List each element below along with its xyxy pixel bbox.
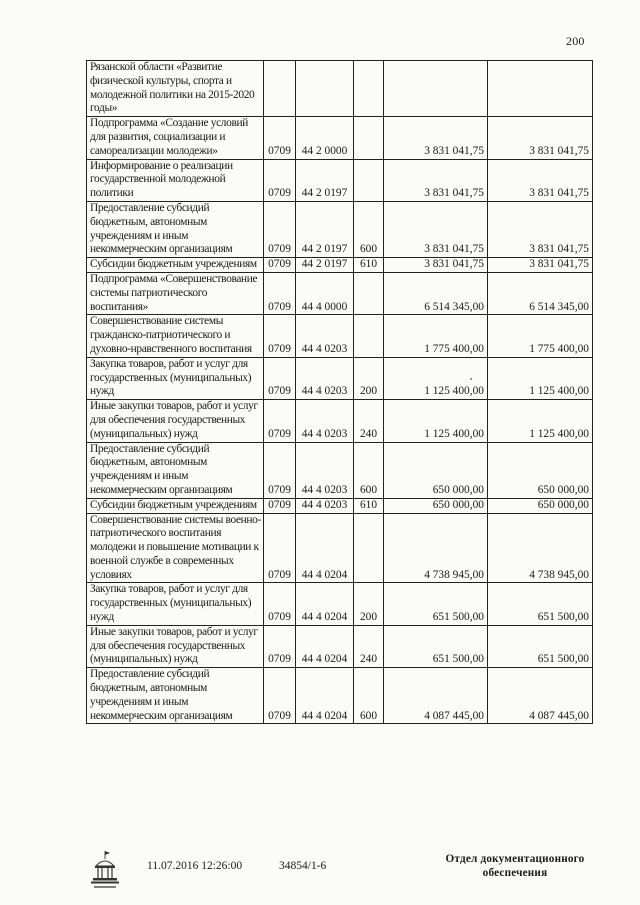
page-number: 200 xyxy=(566,34,585,48)
cell-amount-2: 650 000,00 xyxy=(488,442,593,498)
table-row xyxy=(87,583,593,625)
cell-expense-type xyxy=(354,159,384,201)
cell-name: Подпрограмма «Создание условий для развития, социализации и самореализации молодежи» xyxy=(87,117,264,159)
table-row xyxy=(87,61,593,117)
cell-amount-1: 650 000,00 xyxy=(384,442,488,498)
cell-amount-1: 651 500,00 xyxy=(384,625,488,667)
cell-code: 44 2 0197 xyxy=(296,201,354,257)
footer-doc-number: 34854/1-6 xyxy=(279,860,327,872)
cell-amount-1: 1 125 400,00 xyxy=(384,400,488,442)
cell-expense-type: 600 xyxy=(354,442,384,498)
cell-name: Закупка товаров, работ и услуг для государственных (муниципальных) нужд xyxy=(87,583,264,625)
cell-amount-2: 3 831 041,75 xyxy=(488,201,593,257)
footer-department: Отдел документационного обеспечения xyxy=(445,853,585,879)
cell-expense-type: 240 xyxy=(354,625,384,667)
table-row xyxy=(87,668,593,724)
table-row xyxy=(87,357,593,399)
cell-name: Иные закупки товаров, работ и услуг для обеспечения государственных (муниципальных) нужд xyxy=(87,625,264,667)
cell-code: 44 4 0204 xyxy=(296,668,354,724)
cell-expense-type: 600 xyxy=(354,201,384,257)
cell-name: Совершенствование системы военно-патриотического воспитания молодежи и повышение мотивации к военной службе в современных условиях xyxy=(87,513,264,583)
table-row xyxy=(87,442,593,498)
cell-section: 0709 xyxy=(264,159,296,201)
cell-name: Иные закупки товаров, работ и услуг для обеспечения государственных (муниципальных) нужд xyxy=(87,400,264,442)
table-row xyxy=(87,159,593,201)
cell-section: 0709 xyxy=(264,272,296,314)
cell-amount-1: 651 500,00 xyxy=(384,583,488,625)
cell-section xyxy=(264,61,296,117)
cell-section: 0709 xyxy=(264,315,296,357)
cell-expense-type: 600 xyxy=(354,668,384,724)
cell-section: 0709 xyxy=(264,625,296,667)
cell-expense-type xyxy=(354,117,384,159)
cell-amount-2: 3 831 041,75 xyxy=(488,258,593,273)
cell-section: 0709 xyxy=(264,201,296,257)
cell-amount-2: 6 514 345,00 xyxy=(488,272,593,314)
cell-name: Предоставление субсидий бюджетным, автономным учреждениям и иным некоммерческим организациям xyxy=(87,442,264,498)
cell-amount-2: 3 831 041,75 xyxy=(488,117,593,159)
cell-code xyxy=(296,61,354,117)
cell-amount-1: 4 738 945,00 xyxy=(384,513,488,583)
cell-code: 44 4 0204 xyxy=(296,583,354,625)
cell-code: 44 4 0000 xyxy=(296,272,354,314)
table-row xyxy=(87,625,593,667)
scan-artifact xyxy=(470,378,472,380)
cell-amount-2: 4 738 945,00 xyxy=(488,513,593,583)
cell-section: 0709 xyxy=(264,513,296,583)
cell-amount-2: 650 000,00 xyxy=(488,498,593,513)
cell-section: 0709 xyxy=(264,668,296,724)
cell-expense-type xyxy=(354,513,384,583)
cell-amount-2: 4 087 445,00 xyxy=(488,668,593,724)
cell-amount-1: 1 775 400,00 xyxy=(384,315,488,357)
cell-amount-1: 3 831 041,75 xyxy=(384,117,488,159)
table-row xyxy=(87,117,593,159)
cell-expense-type: 200 xyxy=(354,583,384,625)
cell-expense-type xyxy=(354,315,384,357)
cell-code: 44 2 0197 xyxy=(296,258,354,273)
cell-amount-2: 651 500,00 xyxy=(488,625,593,667)
table-row xyxy=(87,513,593,583)
cell-name: Предоставление субсидий бюджетным, автономным учреждениям и иным некоммерческим организациям xyxy=(87,668,264,724)
cell-amount-1: 3 831 041,75 xyxy=(384,201,488,257)
cell-expense-type: 610 xyxy=(354,498,384,513)
cell-name: Предоставление субсидий бюджетным, автономным учреждениям и иным некоммерческим организациям xyxy=(87,201,264,257)
table-row xyxy=(87,258,593,273)
footer-timestamp: 11.07.2016 12:26:00 xyxy=(147,860,243,872)
budget-table xyxy=(86,60,593,724)
cell-amount-2: 3 831 041,75 xyxy=(488,159,593,201)
table-row xyxy=(87,201,593,257)
cell-code: 44 4 0204 xyxy=(296,513,354,583)
cell-section: 0709 xyxy=(264,400,296,442)
cell-amount-1: 3 831 041,75 xyxy=(384,159,488,201)
cell-name: Закупка товаров, работ и услуг для государственных (муниципальных) нужд xyxy=(87,357,264,399)
table-row xyxy=(87,400,593,442)
cell-amount-2: 1 775 400,00 xyxy=(488,315,593,357)
cell-amount-1: 6 514 345,00 xyxy=(384,272,488,314)
cell-amount-2: 651 500,00 xyxy=(488,583,593,625)
footer xyxy=(0,848,640,898)
cell-amount-2 xyxy=(488,61,593,117)
cell-expense-type: 240 xyxy=(354,400,384,442)
cell-section: 0709 xyxy=(264,117,296,159)
cell-expense-type xyxy=(354,61,384,117)
table-row xyxy=(87,272,593,314)
cell-name: Рязанской области «Развитие физической культуры, спорта и молодежной политики на 2015-2020 годы» xyxy=(87,61,264,117)
cell-amount-1: 650 000,00 xyxy=(384,498,488,513)
cell-code: 44 4 0203 xyxy=(296,357,354,399)
cell-section: 0709 xyxy=(264,583,296,625)
cell-expense-type: 200 xyxy=(354,357,384,399)
cell-code: 44 2 0000 xyxy=(296,117,354,159)
table-row xyxy=(87,498,593,513)
cell-name: Субсидии бюджетным учреждениям xyxy=(87,498,264,513)
cell-expense-type xyxy=(354,272,384,314)
cell-name: Субсидии бюджетным учреждениям xyxy=(87,258,264,273)
table-body xyxy=(87,61,593,724)
cell-amount-1: 1 125 400,00 xyxy=(384,357,488,399)
cell-code: 44 4 0203 xyxy=(296,498,354,513)
duma-emblem-icon xyxy=(90,850,120,892)
table-row xyxy=(87,315,593,357)
cell-code: 44 4 0203 xyxy=(296,442,354,498)
cell-code: 44 4 0203 xyxy=(296,315,354,357)
cell-section: 0709 xyxy=(264,498,296,513)
cell-section: 0709 xyxy=(264,357,296,399)
cell-amount-1: 4 087 445,00 xyxy=(384,668,488,724)
cell-code: 44 4 0204 xyxy=(296,625,354,667)
cell-code: 44 4 0203 xyxy=(296,400,354,442)
cell-section: 0709 xyxy=(264,442,296,498)
cell-amount-1: 3 831 041,75 xyxy=(384,258,488,273)
cell-name: Информирование о реализации государственной молодежной политики xyxy=(87,159,264,201)
cell-name: Подпрограмма «Совершенствование системы патриотического воспитания» xyxy=(87,272,264,314)
cell-section: 0709 xyxy=(264,258,296,273)
cell-amount-2: 1 125 400,00 xyxy=(488,357,593,399)
cell-amount-2: 1 125 400,00 xyxy=(488,400,593,442)
cell-name: Совершенствование системы гражданско-патриотического и духовно-нравственного воспитания xyxy=(87,315,264,357)
cell-amount-1 xyxy=(384,61,488,117)
cell-expense-type: 610 xyxy=(354,258,384,273)
cell-code: 44 2 0197 xyxy=(296,159,354,201)
